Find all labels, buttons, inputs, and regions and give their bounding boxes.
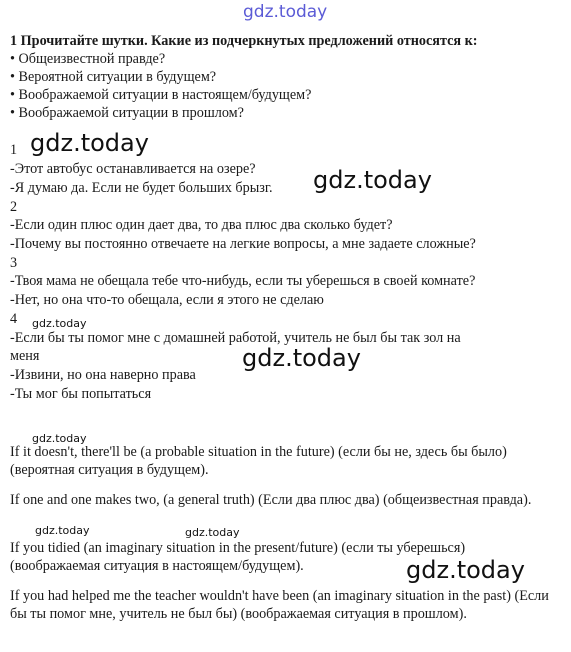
joke-number: 4	[10, 311, 18, 327]
watermark: gdz.today	[406, 556, 525, 584]
joke-line: -Если бы ты помог мне с домашней работой, учитель не был бы так зол на	[10, 330, 461, 346]
task-option: • Вероятной ситуации в будущем?	[10, 69, 217, 85]
task-option: • Общеизвестной правде?	[10, 51, 166, 67]
watermark: gdz.today	[30, 129, 149, 157]
joke-line: -Нет, но она что-то обещала, если я этого не сделаю	[10, 292, 324, 308]
joke-line: меня	[10, 348, 40, 364]
joke-line: -Твоя мама не обещала тебе что-нибудь, если ты уберешься в своей комнате?	[10, 273, 476, 289]
watermark: gdz.today	[35, 524, 90, 537]
joke-line: -Ты мог бы попытаться	[10, 386, 152, 402]
watermark: gdz.today	[32, 432, 87, 445]
answer-paragraph: If it doesn't, there'll be (a probable situation in the future) (если бы не, здесь бы было) (вероятная ситуация в будущем).	[10, 444, 507, 478]
joke-number: 1	[10, 142, 18, 158]
watermark: gdz.today	[313, 166, 432, 194]
watermark: gdz.today	[32, 317, 87, 330]
joke-line: -Почему вы постоянно отвечаете на легкие вопросы, а мне задаете сложные?	[10, 236, 476, 252]
watermark-top: gdz.today	[243, 2, 328, 22]
joke-number: 2	[10, 199, 18, 215]
task-option: • Воображаемой ситуации в прошлом?	[10, 105, 244, 121]
task-title: 1 Прочитайте шутки. Какие из подчеркнутых предложений относятся к:	[10, 33, 478, 49]
joke-number: 3	[10, 255, 18, 271]
task-option: • Воображаемой ситуации в настоящем/будущем?	[10, 87, 312, 103]
watermark: gdz.today	[242, 344, 361, 372]
joke-line: -Извини, но она наверно права	[10, 367, 196, 383]
answer-paragraph: If you tidied (an imaginary situation in the present/future) (если ты уберешься) (воображаемая ситуация в настоящем/будущем).	[10, 540, 466, 574]
answer-paragraph: If one and one makes two, (a general truth) (Если два плюс два) (общеизвестная правда).	[10, 492, 532, 508]
watermark: gdz.today	[185, 526, 240, 539]
joke-line: -Этот автобус останавливается на озере?	[10, 161, 256, 177]
joke-line: -Я думаю да. Если не будет больших брызг.	[10, 180, 273, 196]
answer-paragraph: If you had helped me the teacher wouldn't have been (an imaginary situation in the past) (Если бы ты помог мне, учитель не был бы) (воображаемая ситуация в прошлом).	[10, 588, 549, 622]
joke-line: -Если один плюс один дает два, то два плюс два сколько будет?	[10, 217, 393, 233]
